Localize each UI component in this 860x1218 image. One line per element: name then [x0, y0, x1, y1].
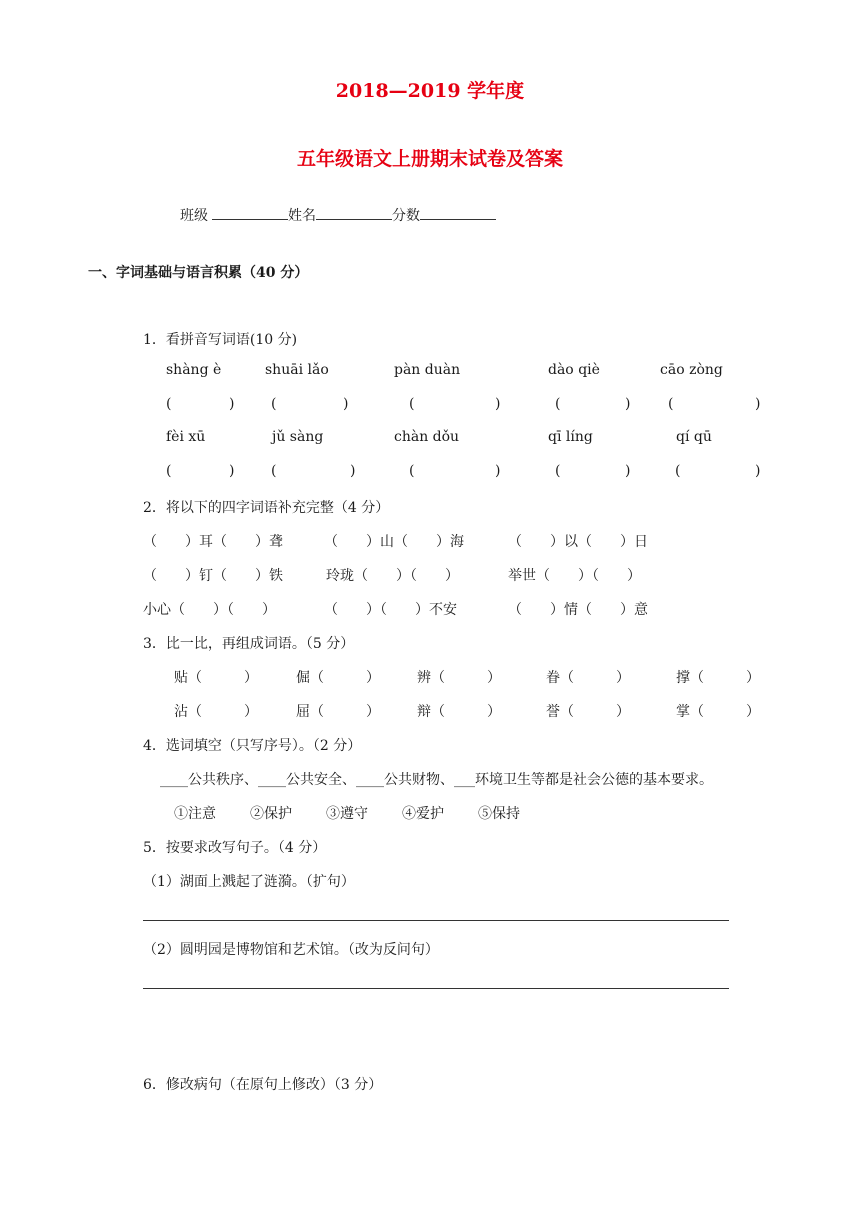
paren-open: ( [555, 463, 561, 479]
compare-item: 沾（ ） [174, 704, 258, 720]
compare-item: 掌（ ） [676, 704, 760, 720]
paren-open: ( [555, 396, 561, 412]
pinyin: fèi xū [166, 429, 206, 445]
paren-open: ( [271, 396, 277, 412]
pinyin: dào qiè [548, 362, 600, 378]
exam-title: 五年级语文上册期末试卷及答案 [296, 148, 563, 170]
paren-close: ) [229, 463, 235, 479]
compare-item: 贴（ ） [174, 670, 258, 686]
name-blank [316, 219, 392, 220]
paren-close: ) [229, 396, 235, 412]
question-title: 4．选词填空（只写序号）。（2 分） [143, 738, 362, 754]
paren-open: ( [166, 396, 172, 412]
compare-item: 辩（ ） [417, 704, 501, 720]
sub-question: （1）湖面上溅起了涟漪。（扩句） [143, 874, 355, 890]
paren-close: ) [755, 463, 761, 479]
class-label: 班级 [180, 208, 208, 224]
paren-close: ) [625, 463, 631, 479]
paren-open: ( [409, 396, 415, 412]
paren-close: ) [755, 396, 761, 412]
pinyin: chàn dǒu [394, 429, 460, 445]
fill-sentence: ____公共秩序、____公共安全、____公共财物、___环境卫生等都是社会公德的基本要求。 [160, 772, 713, 788]
compare-item: 屈（ ） [296, 704, 380, 720]
paren-open: ( [409, 463, 415, 479]
compare-item: 倔（ ） [296, 670, 380, 686]
pinyin: jǔ sàng [272, 429, 324, 445]
pinyin: qī líng [548, 429, 593, 445]
pinyin: shuāi lǎo [265, 362, 329, 378]
idiom-item: 小心（ ）（ ） [143, 602, 276, 618]
pinyin: cāo zòng [660, 362, 723, 378]
question-title: 3．比一比，再组成词语。（5 分） [143, 636, 355, 652]
paren-close: ) [495, 463, 501, 479]
class-blank [212, 219, 288, 220]
paren-open: ( [166, 463, 172, 479]
answer-line [143, 988, 729, 989]
idiom-item: 玲珑（ ）（ ） [326, 568, 459, 584]
idiom-item: （ ）（ ）不安 [324, 602, 457, 618]
option: ⑤保持 [478, 806, 520, 822]
question-title: 1．看拼音写词语(10 分) [143, 332, 298, 348]
sub-question: （2）圆明园是博物馆和艺术馆。（改为反问句） [143, 942, 439, 958]
exam-year: 2018—2019 学年度 [335, 80, 525, 102]
option: ③遵守 [326, 806, 368, 822]
option: ④爱护 [402, 806, 444, 822]
name-label: 姓名 [288, 208, 316, 224]
paren-open: ( [668, 396, 674, 412]
paren-open: ( [271, 463, 277, 479]
compare-item: 撑（ ） [676, 670, 760, 686]
compare-item: 誉（ ） [546, 704, 630, 720]
idiom-item: （ ）山（ ）海 [324, 534, 464, 550]
paren-open: ( [675, 463, 681, 479]
question-title: 5．按要求改写句子。（4 分） [143, 840, 327, 856]
compare-item: 眷（ ） [546, 670, 630, 686]
idiom-item: （ ）钉（ ）铁 [143, 568, 283, 584]
idiom-item: 举世（ ）（ ） [508, 568, 641, 584]
option: ①注意 [174, 806, 216, 822]
option: ②保护 [250, 806, 292, 822]
question-title: 6．修改病句（在原句上修改）（3 分） [143, 1077, 383, 1093]
paren-close: ) [343, 396, 349, 412]
paren-close: ) [625, 396, 631, 412]
section-heading: 一、字词基础与语言积累（40 分） [88, 265, 309, 281]
compare-item: 辨（ ） [417, 670, 501, 686]
question-title: 2．将以下的四字词语补充完整（4 分） [143, 500, 390, 516]
pinyin: shàng è [166, 362, 222, 378]
idiom-item: （ ）情（ ）意 [508, 602, 648, 618]
pinyin: pàn duàn [394, 362, 461, 378]
idiom-item: （ ）以（ ）日 [508, 534, 648, 550]
answer-line [143, 920, 729, 921]
student-info [180, 205, 496, 225]
paren-close: ) [495, 396, 501, 412]
score-blank [420, 219, 496, 220]
paren-close: ) [350, 463, 356, 479]
idiom-item: （ ）耳（ ）聋 [143, 534, 283, 550]
pinyin: qí qū [676, 429, 712, 445]
score-label: 分数 [392, 208, 420, 224]
